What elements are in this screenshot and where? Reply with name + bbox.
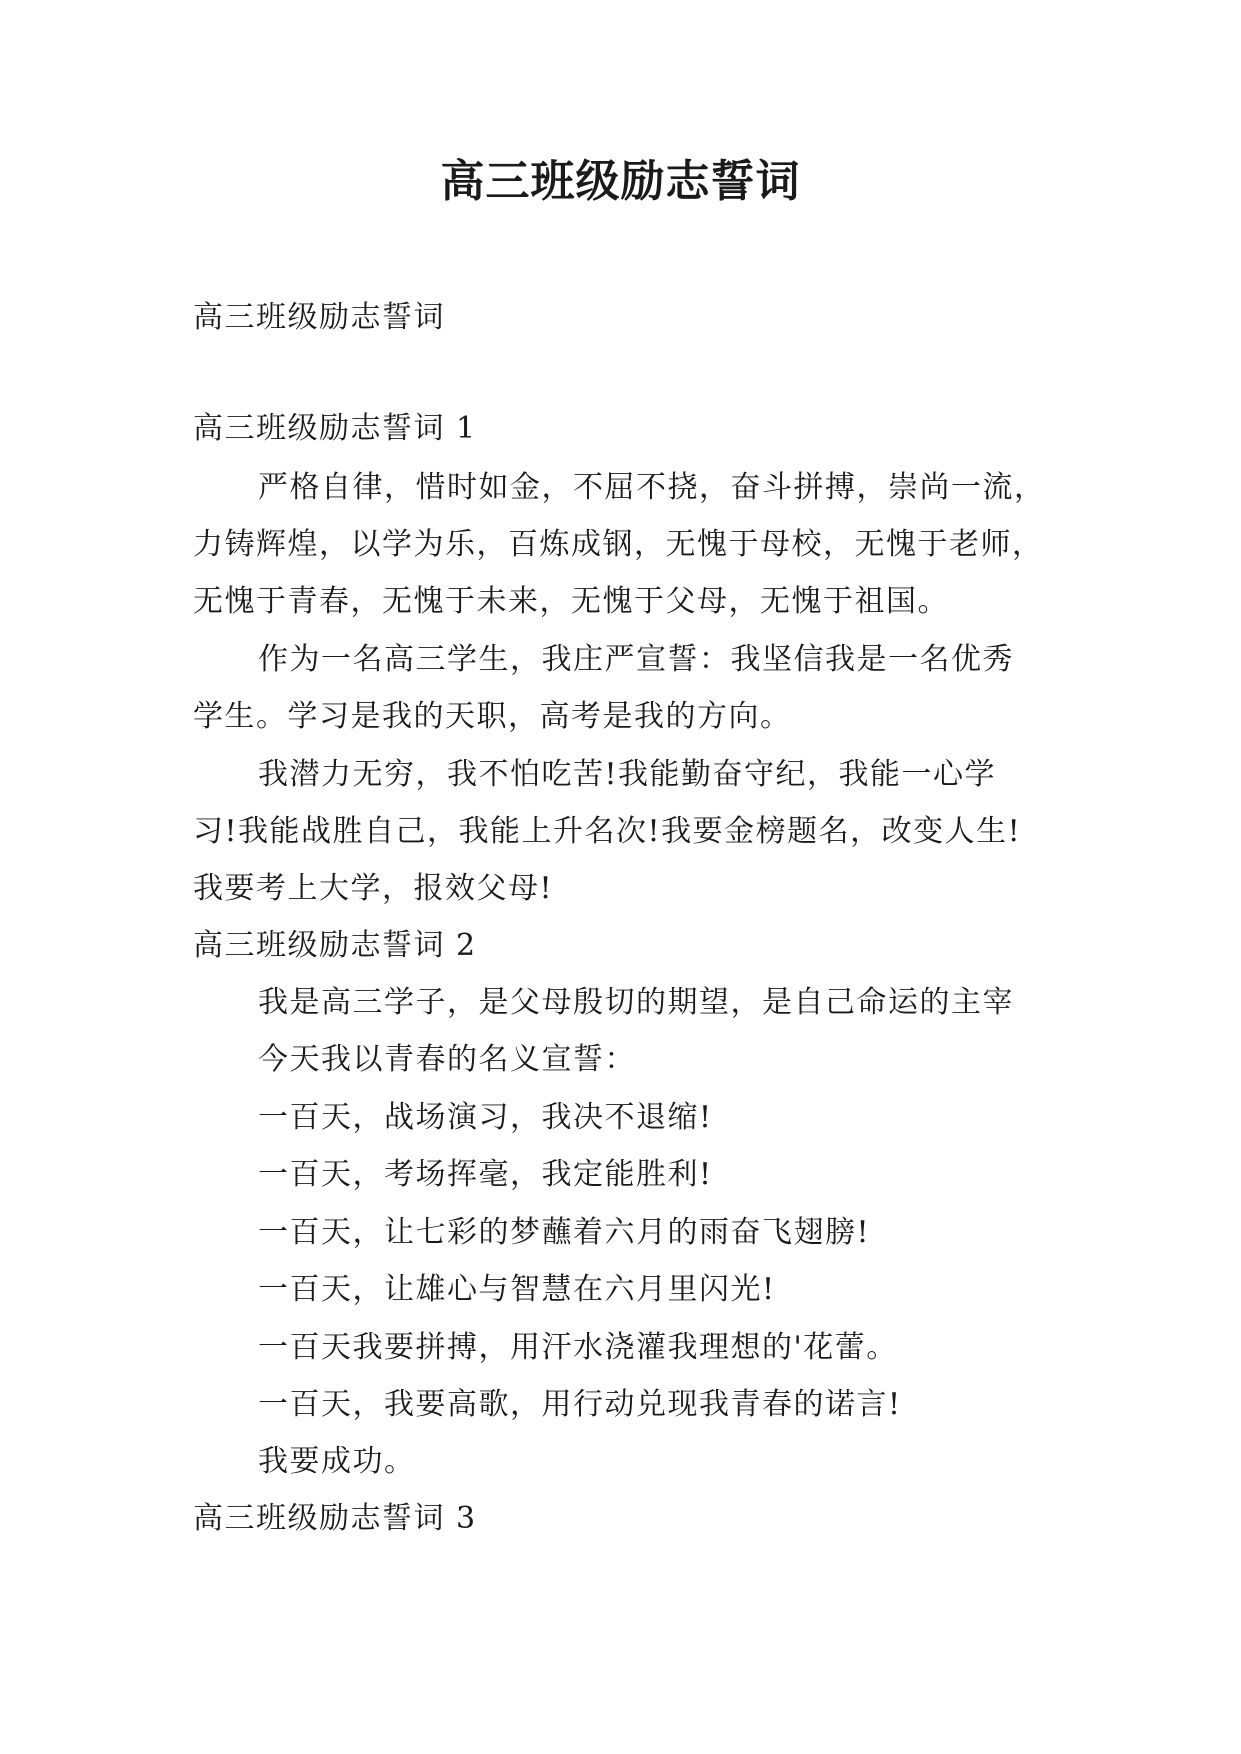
paragraph-line: 作为一名高三学生，我庄严宣誓：我坚信我是一名优秀 xyxy=(258,642,1014,677)
section-1-heading: 高三班级励志誓词 1 xyxy=(193,411,477,446)
section-3-heading: 高三班级励志誓词 3 xyxy=(193,1501,477,1536)
paragraph-line: 一百天，考场挥毫，我定能胜利! xyxy=(258,1157,713,1192)
paragraph-line: 学生。学习是我的天职，高考是我的方向。 xyxy=(193,699,792,734)
paragraph-line: 一百天，战场演习，我决不退缩! xyxy=(258,1100,713,1135)
paragraph-line: 今天我以青春的名义宣誓： xyxy=(258,1042,636,1077)
document-subtitle: 高三班级励志誓词 xyxy=(193,300,445,335)
paragraph-line: 我要成功。 xyxy=(258,1444,416,1479)
paragraph-line: 力铸辉煌，以学为乐，百炼成钢，无愧于母校，无愧于老师， xyxy=(193,527,1044,562)
paragraph-line: 习!我能战胜自己，我能上升名次!我要金榜题名，改变人生! xyxy=(193,814,1022,849)
paragraph-line: 我要考上大学，报效父母! xyxy=(193,871,554,906)
document-title: 高三班级励志誓词 xyxy=(440,156,801,207)
paragraph-line: 一百天我要拼搏，用汗水浇灌我理想的'花蕾。 xyxy=(258,1330,898,1365)
paragraph-line: 无愧于青春，无愧于未来，无愧于父母，无愧于祖国。 xyxy=(193,584,949,619)
paragraph-line: 一百天，让七彩的梦蘸着六月的雨奋飞翅膀! xyxy=(258,1215,871,1250)
paragraph-line: 一百天，我要高歌，用行动兑现我青春的诺言! xyxy=(258,1387,902,1422)
paragraph-line: 一百天，让雄心与智慧在六月里闪光! xyxy=(258,1272,776,1307)
paragraph-line: 我是高三学子，是父母殷切的期望，是自己命运的主宰 xyxy=(258,985,1014,1020)
section-2-heading: 高三班级励志誓词 2 xyxy=(193,928,477,963)
paragraph-line: 严格自律，惜时如金，不屈不挠，奋斗拼搏，崇尚一流， xyxy=(258,470,1046,505)
paragraph-line: 我潜力无穷，我不怕吃苦!我能勤奋守纪，我能一心学 xyxy=(258,757,997,792)
